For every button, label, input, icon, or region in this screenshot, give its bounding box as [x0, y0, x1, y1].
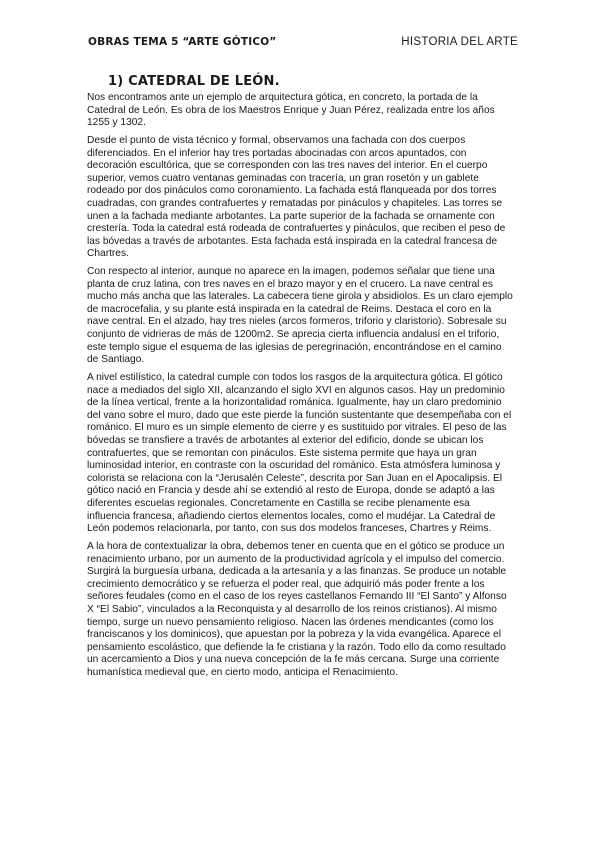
paragraph-style: A nivel estilístico, la catedral cumple con todos los rasgos de la arquitectura gótica. El gótico nace a mediados del siglo XII, alcanzando el siglo XVI en algunos casos. Hay un predominio de la línea vertical, frente a la horizontalidad románica. Igualmente, hay un claro predominio del vano sobre el muro, dado que este pierde la función sustentante que desempeñaba con el románico. El muro es un simple elemento de cierre y es sustituido por vitrales. El peso de las bóvedas se transfiere a través de arbotantes al exterior del edificio, donde se ubican los contrafuertes, que se remontan con pináculos. Este sistema permite que haya un gran luminosidad interior, en contraste con la oscuridad del románico. Esta atmósfera luminosa y colorista se relaciona con la “Jerusalén Celeste”, descrita por San Juan en el Apocalipsis. El gótico nació en Francia y desde ahí se extendió al resto de Europa, donde se adaptó a las diferentes escuelas regionales. Concretamente en Castilla se recibe plenamente esa influencia francesa, añadiendo ciertos elementos locales, como el mudéjar. La Catedral de León podemos relacionarla, por tanto, con sus dos modelos franceses, Chartres y Reims. [87, 372, 512, 535]
section-title: 1) CATEDRAL DE LEÓN. [108, 74, 280, 89]
header-subject: HISTORIA DEL ARTE [401, 36, 518, 48]
paragraph-context: A la hora de contextualizar la obra, debemos tener en cuenta que en el gótico se produce un renacimiento urbano, por un aumento de la productividad agrícola y el impulso del comercio. Surgirá la burguesía urbana, dedicada a la artesanía y a las finanzas. Se produce un notable crecimiento democrático y se refuerza el poder real, que adquirió más poder frente a los señores feudales (como en el caso de los reyes castellanos Fernando III “El Santo” y Alfonso X “El Sabio”, vinculados a la Reconquista y al desarrollo de los reinos cristianos). Al mismo tiempo, surge un nuevo pensamiento religioso. Nacen las órdenes mendicantes (como los franciscanos y los dominicos), que apuestan por la pobreza y la vida evangélica. Aparece el pensamiento escolástico, que defiende la fe cristiana y la razón. Todo ello da como resultado un acercamiento a Dios y una nueva concepción de la fe más cercana. Surge una corriente humanística medieval que, en cierto modo, anticipa el Renacimiento. [87, 540, 507, 678]
paragraph-intro: Nos encontramos ante un ejemplo de arquitectura gótica, en concreto, la portada de la Catedral de León. Es obra de los Maestros Enrique y Juan Pérez, realizada entre los años 1255 y 1302. [87, 92, 495, 129]
page-header [88, 36, 518, 52]
header-topic: OBRAS TEMA 5 “ARTE GÓTICO” [88, 36, 277, 48]
paragraph-interior: Con respecto al interior, aunque no aparece en la imagen, podemos señalar que tiene una planta de cruz latina, con tres naves en el brazo mayor y en el crucero. La nave central es mucho más ancha que las laterales. La cabecera tiene girola y absidiolos. Es un claro ejemplo de macrocefalia, y su plante está inspirada en la catedral de Reims. Destaca el coro en la nave central. En el alzado, hay tres nieles (arcos formeros, triforio y claristorio). Sobresale su conjunto de vidrieras de más de 1200m2. Se aprecia cierta influencia andalusí en el triforio, este templo sigue el esquema de las iglesias de peregrinación, encontrándose en el camino de Santiago. [87, 266, 513, 366]
paragraph-formal-analysis: Desde el punto de vista técnico y formal, observamos una fachada con dos cuerpos diferenciados. En el inferior hay tres portadas abocinadas con arcos apuntados, con decoración escultórica, que se corresponden con las tres naves del interior. En el cuerpo superior, vemos cuatro ventanas geminadas con tracería, un gran rosetón y un gablete rodeado por dos pináculos como coronamiento. La fachada está flanqueada por dos torres cuadradas, con grandes contrafuertes y rematadas por pináculos y chapiteles. Las torres se unen a la fachada mediante arbotantes. La parte superior de la fachada se ornamente con crestería. Toda la catedral está rodeada de contrafuertes y pináculos, que reciben el peso de las bóvedas a través de arbotantes. Esta fachada está inspirada en la catedral francesa de Chartres. [87, 134, 506, 260]
document-body [87, 92, 515, 685]
